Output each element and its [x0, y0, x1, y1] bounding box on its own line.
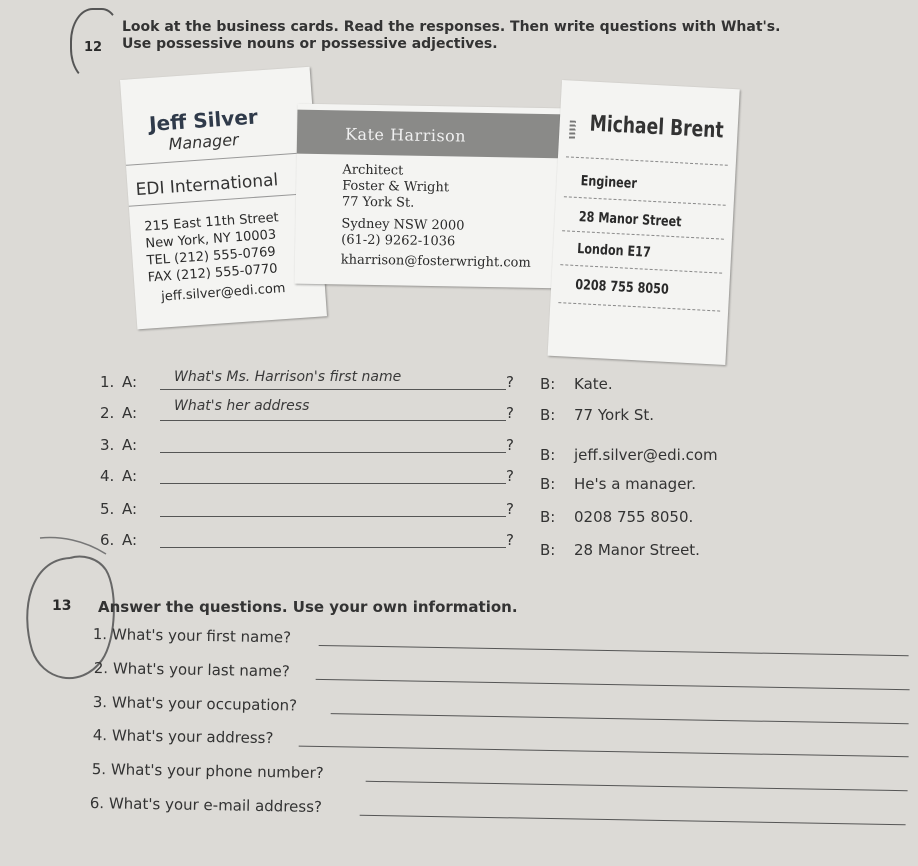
- jeff-company: EDI International: [135, 170, 279, 201]
- response-4: He's a manager.: [574, 475, 696, 493]
- jeff-street: 215 East 11th Street: [143, 210, 280, 235]
- jeff-title: Manager: [167, 129, 240, 154]
- answer-line-4: [160, 483, 506, 484]
- ex13-line-3[interactable]: [331, 713, 909, 724]
- response-5: 0208 755 8050.: [574, 508, 694, 526]
- jeff-tel: TEL (212) 555-0769: [146, 244, 277, 269]
- ex13-line-5[interactable]: [366, 781, 908, 791]
- michael-street: 28 Manor Street: [578, 209, 682, 231]
- ex13-q4: 4. What's your address?: [92, 726, 918, 770]
- kate-street: 77 York St.: [341, 194, 415, 211]
- ex13-q1: 1. What's your first name?: [92, 625, 918, 669]
- ex12-instruction-2: Use possessive nouns or possessive adjectives.: [122, 36, 498, 52]
- michael-divider-5: [558, 302, 720, 311]
- answer-1[interactable]: What's Ms. Harrison's first name: [174, 369, 402, 385]
- jeff-divider-1: [126, 152, 316, 166]
- jeff-fax: FAX (212) 555-0770: [147, 261, 278, 286]
- jeff-city: New York, NY 10003: [144, 227, 277, 252]
- ex13-q2: 2. What's your last name?: [93, 659, 918, 703]
- kate-phone: (61-2) 9262-1036: [341, 232, 456, 250]
- kate-email: kharrison@fosterwright.com: [340, 252, 531, 271]
- ex13-instruction: Answer the questions. Use your own information.: [98, 598, 518, 616]
- michael-divider-1: [566, 156, 728, 165]
- response-3: jeff.silver@edi.com: [574, 446, 718, 464]
- michael-divider-3: [562, 230, 724, 239]
- answer-line-1: [160, 389, 506, 390]
- qa-row-1: 1. A: What's Ms. Harrison's first name ? B: Kate.: [100, 369, 613, 393]
- response-6: 28 Manor Street.: [574, 541, 700, 559]
- response-2: 77 York St.: [574, 406, 654, 424]
- answer-line-3: [160, 452, 506, 453]
- jeff-email: jeff.silver@edi.com: [160, 280, 286, 305]
- michael-city: London E17: [576, 241, 652, 261]
- answer-2[interactable]: What's her address: [174, 398, 310, 414]
- ex13-q6: 6. What's your e-mail address?: [89, 794, 918, 838]
- answer-line-5: [160, 516, 506, 517]
- ex12-number: 12: [84, 40, 103, 55]
- response-1: Kate.: [574, 375, 613, 393]
- ex13-q5: 5. What's your phone number?: [91, 760, 918, 804]
- kate-city: Sydney NSW 2000: [341, 216, 465, 234]
- answer-line-2: [160, 420, 506, 421]
- michael-name: Michael Brent: [589, 111, 725, 144]
- kate-name: Kate Harrison: [344, 124, 467, 146]
- qa-row-4: 4. A: ? B: He's a manager.: [100, 467, 696, 493]
- ex13-line-4[interactable]: [299, 746, 909, 758]
- michael-occupation: Engineer: [580, 173, 638, 193]
- michael-divider-4: [560, 264, 722, 273]
- ex13-line-1[interactable]: [319, 645, 909, 656]
- kate-company: Foster & Wright: [342, 178, 450, 196]
- qa-row-6: 6. A: ? B: 28 Manor Street.: [100, 531, 700, 559]
- michael-logo-mark: [569, 120, 576, 138]
- ex13-q3: 3. What's your occupation?: [92, 693, 918, 737]
- qa-row-5: 5. A: ? B: 0208 755 8050.: [100, 500, 694, 526]
- qa-row-2: 2. A: What's her address ? B: 77 York St.: [100, 398, 654, 424]
- jeff-name: Jeff Silver: [148, 104, 259, 137]
- ex13-number: 13: [52, 598, 72, 614]
- card-michael-brent: [548, 80, 740, 365]
- ex13-line-6[interactable]: [360, 815, 906, 826]
- michael-phone: 0208 755 8050: [574, 276, 670, 298]
- michael-divider-2: [564, 196, 726, 205]
- kate-occupation: Architect: [342, 162, 404, 179]
- card-kate-harrison: [294, 104, 565, 289]
- ex13-line-2[interactable]: [316, 679, 910, 690]
- answer-line-6: [160, 547, 506, 548]
- qa-row-3: 3. A: ? B: jeff.silver@edi.com: [100, 436, 718, 464]
- ex12-instruction-1: Look at the business cards. Read the responses. Then write questions with What's.: [122, 19, 781, 35]
